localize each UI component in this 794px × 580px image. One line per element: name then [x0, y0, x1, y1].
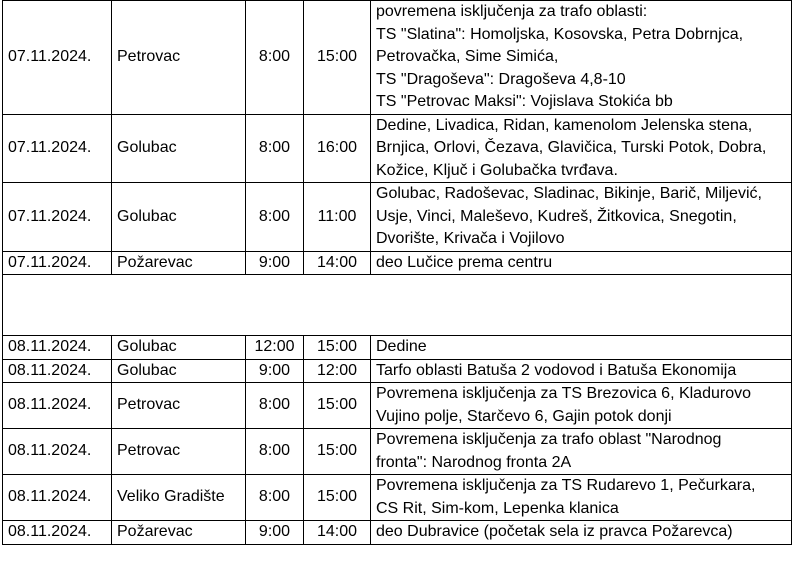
- table-row: [3, 521, 792, 545]
- date-cell: 07.11.2024.: [3, 183, 112, 252]
- start-time-cell: 8:00: [246, 1, 304, 115]
- end-time-cell: 16:00: [304, 114, 371, 183]
- affected-area-line: Dedine, Livadica, Ridan, kamenolom Jelenska stena,: [376, 116, 753, 134]
- place-cell: Golubac: [112, 183, 246, 252]
- end-time-cell: 12:00: [304, 359, 371, 383]
- outage-schedule-table: [2, 0, 792, 545]
- affected-area-line: deo Lučice prema centru: [376, 253, 553, 271]
- affected-area-line: CS Rit, Sim-kom, Lepenka klanica: [376, 499, 619, 517]
- affected-area-line: Tarfo oblasti Batuša 2 vodovod i Batuša Ekonomija: [376, 361, 737, 379]
- end-time-cell: 14:00: [304, 251, 371, 275]
- date-cell: 07.11.2024.: [3, 251, 112, 275]
- affected-area-line: Vujino polje, Starčevo 6, Gajin potok donji: [376, 407, 672, 425]
- affected-area-cell: [371, 251, 792, 275]
- table-row: [3, 336, 792, 360]
- table-row: [3, 383, 792, 429]
- table-row: [3, 251, 792, 275]
- affected-area-line: deo Dubravice (početak sela iz pravca Požarevca): [376, 523, 733, 540]
- end-time-cell: 14:00: [304, 521, 371, 545]
- affected-area-line: Petrovačka, Sime Simića,: [376, 48, 559, 65]
- date-cell: 08.11.2024.: [3, 383, 112, 429]
- blank-separator-row: [3, 275, 792, 336]
- affected-area-line: Dedine: [376, 338, 427, 355]
- date-cell: 08.11.2024.: [3, 336, 112, 360]
- affected-area-line: Golubac, Radoševac, Sladinac, Bikinje, Barič, Miljević,: [376, 185, 762, 202]
- end-time-cell: 15:00: [304, 475, 371, 521]
- outage-table-body: [3, 1, 792, 545]
- affected-area-cell: [371, 336, 792, 360]
- date-cell: 08.11.2024.: [3, 359, 112, 383]
- place-cell: Golubac: [112, 336, 246, 360]
- affected-area-line: Usje, Vinci, Maleševo, Kudreš, Žitkovica, Snegotin,: [376, 207, 737, 225]
- start-time-cell: 9:00: [246, 251, 304, 275]
- affected-area-cell: [371, 429, 792, 475]
- date-cell: 07.11.2024.: [3, 114, 112, 183]
- table-row: [3, 1, 792, 115]
- place-cell: Požarevac: [112, 521, 246, 545]
- start-time-cell: 12:00: [246, 336, 304, 360]
- affected-area-line: TS "Petrovac Maksi": Vojislava Stokića bb: [376, 93, 673, 110]
- table-row: [3, 359, 792, 383]
- affected-area-cell: [371, 114, 792, 183]
- date-cell: 08.11.2024.: [3, 521, 112, 545]
- date-cell: 07.11.2024.: [3, 1, 112, 115]
- table-row: [3, 475, 792, 521]
- start-time-cell: 9:00: [246, 359, 304, 383]
- start-time-cell: 8:00: [246, 383, 304, 429]
- end-time-cell: 15:00: [304, 383, 371, 429]
- end-time-cell: 15:00: [304, 429, 371, 475]
- date-cell: 08.11.2024.: [3, 429, 112, 475]
- table-row: [3, 114, 792, 183]
- start-time-cell: 8:00: [246, 114, 304, 183]
- affected-area-line: Povremena isključenja za TS Rudarevo 1, Pečurkara,: [376, 477, 756, 494]
- end-time-cell: 11:00: [304, 183, 371, 252]
- affected-area-cell: [371, 1, 792, 115]
- affected-area-line: Povremena isključenja za trafo oblast "Narodnog: [376, 431, 722, 448]
- end-time-cell: 15:00: [304, 1, 371, 115]
- start-time-cell: 8:00: [246, 475, 304, 521]
- affected-area-line: Brnjica, Orlovi, Čezava, Glavičica, Turski Potok, Dobra,: [376, 139, 767, 156]
- affected-area-line: TS "Dragoševa": Dragoševa 4,8-10: [376, 70, 626, 88]
- place-cell: Petrovac: [112, 429, 246, 475]
- blank-separator-cell: [3, 275, 792, 336]
- date-cell: 08.11.2024.: [3, 475, 112, 521]
- place-cell: Petrovac: [112, 1, 246, 115]
- start-time-cell: 8:00: [246, 183, 304, 252]
- place-cell: Golubac: [112, 359, 246, 383]
- place-cell: Veliko Gradište: [112, 475, 246, 521]
- affected-area-line: Kožice, Ključ i Golubačka tvrđava.: [376, 161, 618, 179]
- place-cell: Petrovac: [112, 383, 246, 429]
- affected-area-line: TS "Slatina": Homoljska, Kosovska, Petra Dobrnjca,: [376, 25, 744, 43]
- affected-area-cell: [371, 475, 792, 521]
- end-time-cell: 15:00: [304, 336, 371, 360]
- place-cell: Golubac: [112, 114, 246, 183]
- start-time-cell: 8:00: [246, 429, 304, 475]
- affected-area-line: Dvorište, Krivača i Vojilovo: [376, 230, 565, 247]
- table-row: [3, 183, 792, 252]
- affected-area-line: Povremena isključenja za TS Brezovica 6, Kladurovo: [376, 385, 751, 402]
- affected-area-cell: [371, 359, 792, 383]
- affected-area-cell: [371, 383, 792, 429]
- start-time-cell: 9:00: [246, 521, 304, 545]
- affected-area-line: povremena isključenja za trafo oblasti:: [376, 3, 648, 20]
- affected-area-cell: [371, 521, 792, 545]
- table-row: [3, 429, 792, 475]
- place-cell: Požarevac: [112, 251, 246, 275]
- affected-area-cell: [371, 183, 792, 252]
- affected-area-line: fronta": Narodnog fronta 2A: [376, 453, 572, 471]
